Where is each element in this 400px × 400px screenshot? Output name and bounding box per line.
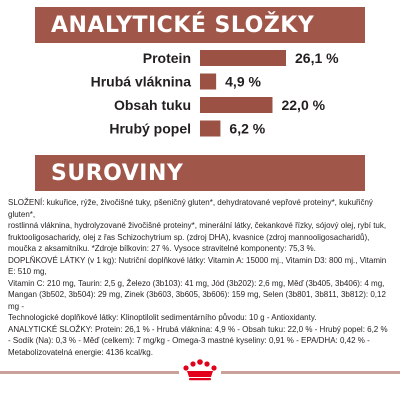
- value-label: 6,2 %: [229, 120, 266, 137]
- value-label: 4,9 %: [225, 73, 261, 90]
- value-label: 22,0 %: [281, 97, 326, 113]
- ingredients-line: SLOŽENÍ: kukuřice, rýže, živočišné tuky, pšeničný gluten*, dehydratované vepřové proteiny*, kukuřičný gluten*,: [8, 198, 373, 219]
- ingredients-line: DOPLŇKOVÉ LÁTKY (v 1 kg): Nutriční doplňkové látky: Vitamin A: 15000 mj., Vitamin D3: 800 mj., Vitamin E: 510 mg,: [8, 255, 387, 276]
- category-label: Obsah tuku: [113, 97, 191, 113]
- royal-canin-crown-icon: [179, 356, 221, 384]
- ingredients-banner: [35, 155, 365, 191]
- ingredients-line: Metabolizovatelná energie: 4136 kcal/kg.: [8, 347, 153, 357]
- ingredients-text-block: [8, 197, 392, 358]
- ingredients-line: moučka z aksamitníku. *Zdroje bílkovin: 27 %. Vysoce stravitelné komponenty: 75,3 %.: [8, 244, 316, 253]
- analytical-components-bar-chart: [0, 0, 400, 150]
- ingredients-line: rostlinná vláknina, hydrolyzované živočišné proteiny*, minerální látky, čekankové řízky, sójový olej, rybí tuk,: [8, 221, 387, 230]
- category-label: Protein: [142, 50, 191, 66]
- ingredients-line: ANALYTICKÉ SLOŽKY: Protein: 26,1 % - Hrubá vláknina: 4,9 % - Obsah tuku: 22,0 % - Hrubý popel: 6,2 %: [8, 324, 388, 334]
- bar: [200, 74, 216, 90]
- category-label: Hrubý popel: [109, 120, 191, 137]
- analytical-components-heading: ANALYTICKÉ SLOŽKY: [51, 12, 315, 38]
- ingredients-heading: SUROVINY: [51, 160, 184, 186]
- ingredients-line: fruktooligosacharidy, olej z řas Schizochytrium sp. (zdroj DHA), kvasnice (zdroj mannooligosacharidů),: [8, 232, 370, 242]
- value-label: 26,1 %: [295, 50, 339, 66]
- bar: [200, 121, 220, 137]
- category-label: Hrubá vláknina: [90, 73, 191, 90]
- ingredients-line: Technologické doplňkové látky: Klinoptilolit sedimentárního původu: 10 g - Antioxidanty.: [8, 313, 317, 322]
- bar: [200, 50, 286, 66]
- bar: [200, 97, 272, 113]
- ingredients-line: Mangan (3b502, 3b504): 29 mg, Zinek (3b603, 3b605, 3b606): 159 mg, Selen (3b801, 3b811, 3b812): 0,12 mg -: [8, 290, 386, 311]
- chart-rows: [91, 50, 340, 137]
- ingredients-line: Vitamin C: 210 mg, Taurin: 2,5 g, Železo (3b103): 41 mg, Jód (3b202): 2,6 mg, Měď (3b405, 3b406): 4 mg,: [8, 278, 385, 288]
- ingredients-line: - Sodík (Na): 0,3 % - Měď (celkem): 7 mg/kg - Omega-3 mastné kyseliny: 0,91 % - EPA/DHA: 0,42 % -: [8, 336, 370, 345]
